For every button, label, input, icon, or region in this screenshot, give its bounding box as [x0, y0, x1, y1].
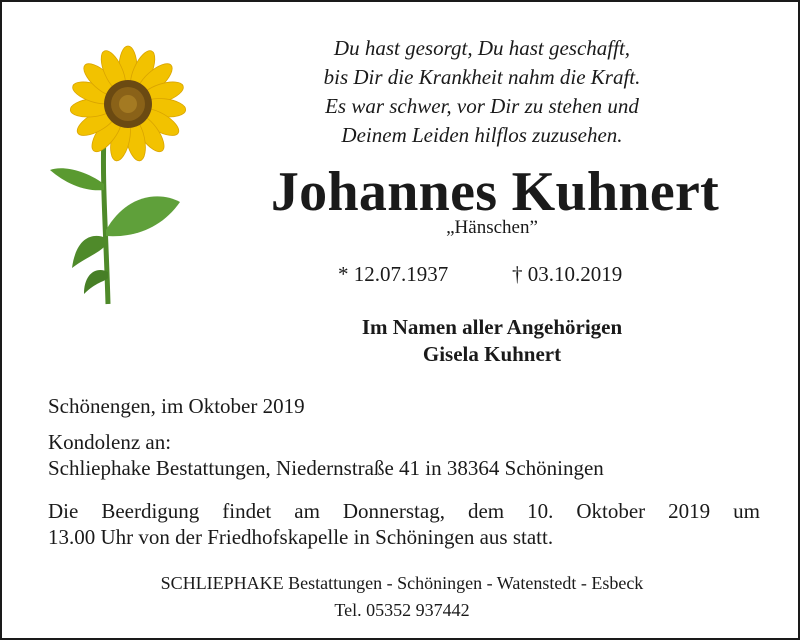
funeral-line-1 [48, 498, 760, 524]
funeral-line-2: 13.00 Uhr von der Friedhofskapelle in Schöningen aus statt. [48, 525, 554, 549]
birth-date: * 12.07.1937 [338, 262, 449, 286]
funeral-word: Donnerstag, [342, 499, 445, 523]
place-date: Schönengen, im Oktober 2019 [48, 394, 305, 418]
death-date: † 03.10.2019 [512, 262, 623, 286]
mourners-name: Gisela Kuhnert [422, 342, 562, 366]
funeral-word: Beerdigung [101, 499, 200, 523]
funeral-word: dem [467, 499, 505, 523]
condolence-block [48, 429, 760, 481]
poem-line: bis Dir die Krankheit nahm die Kraft. [323, 65, 641, 89]
condolence-address: Schliephake Bestattungen, Niedernstraße 41 in 38364 Schöningen [48, 456, 604, 480]
deceased-name: Johannes Kuhnert [270, 161, 720, 223]
funeral-home-name: SCHLIEPHAKE Bestattungen - Schöningen - Watenstedt - Esbeck [160, 573, 644, 593]
funeral-home-footer [62, 570, 742, 624]
poem-line: Deinem Leiden hilflos zuzusehen. [341, 123, 623, 147]
funeral-word: 2019 [668, 499, 711, 523]
poem-line: Du hast gesorgt, Du hast geschafft, [333, 36, 631, 60]
funeral-notice [48, 498, 760, 550]
funeral-word: Oktober [576, 499, 646, 523]
poem-line: Es war schwer, vor Dir zu stehen und [325, 94, 639, 118]
mourners-line: Im Namen aller Angehörigen [361, 315, 623, 339]
funeral-word: findet [222, 499, 272, 523]
funeral-word: um [733, 499, 760, 523]
sunflower-icon [42, 42, 192, 312]
condolence-label: Kondolenz an: [48, 430, 172, 454]
mourners [302, 314, 682, 368]
poem [272, 34, 692, 150]
deceased-nickname: „Hänschen” [446, 217, 538, 238]
funeral-word: Die [48, 499, 79, 523]
funeral-word: am [294, 499, 320, 523]
funeral-home-phone: Tel. 05352 937442 [334, 600, 470, 620]
funeral-word: 10. [527, 499, 554, 523]
